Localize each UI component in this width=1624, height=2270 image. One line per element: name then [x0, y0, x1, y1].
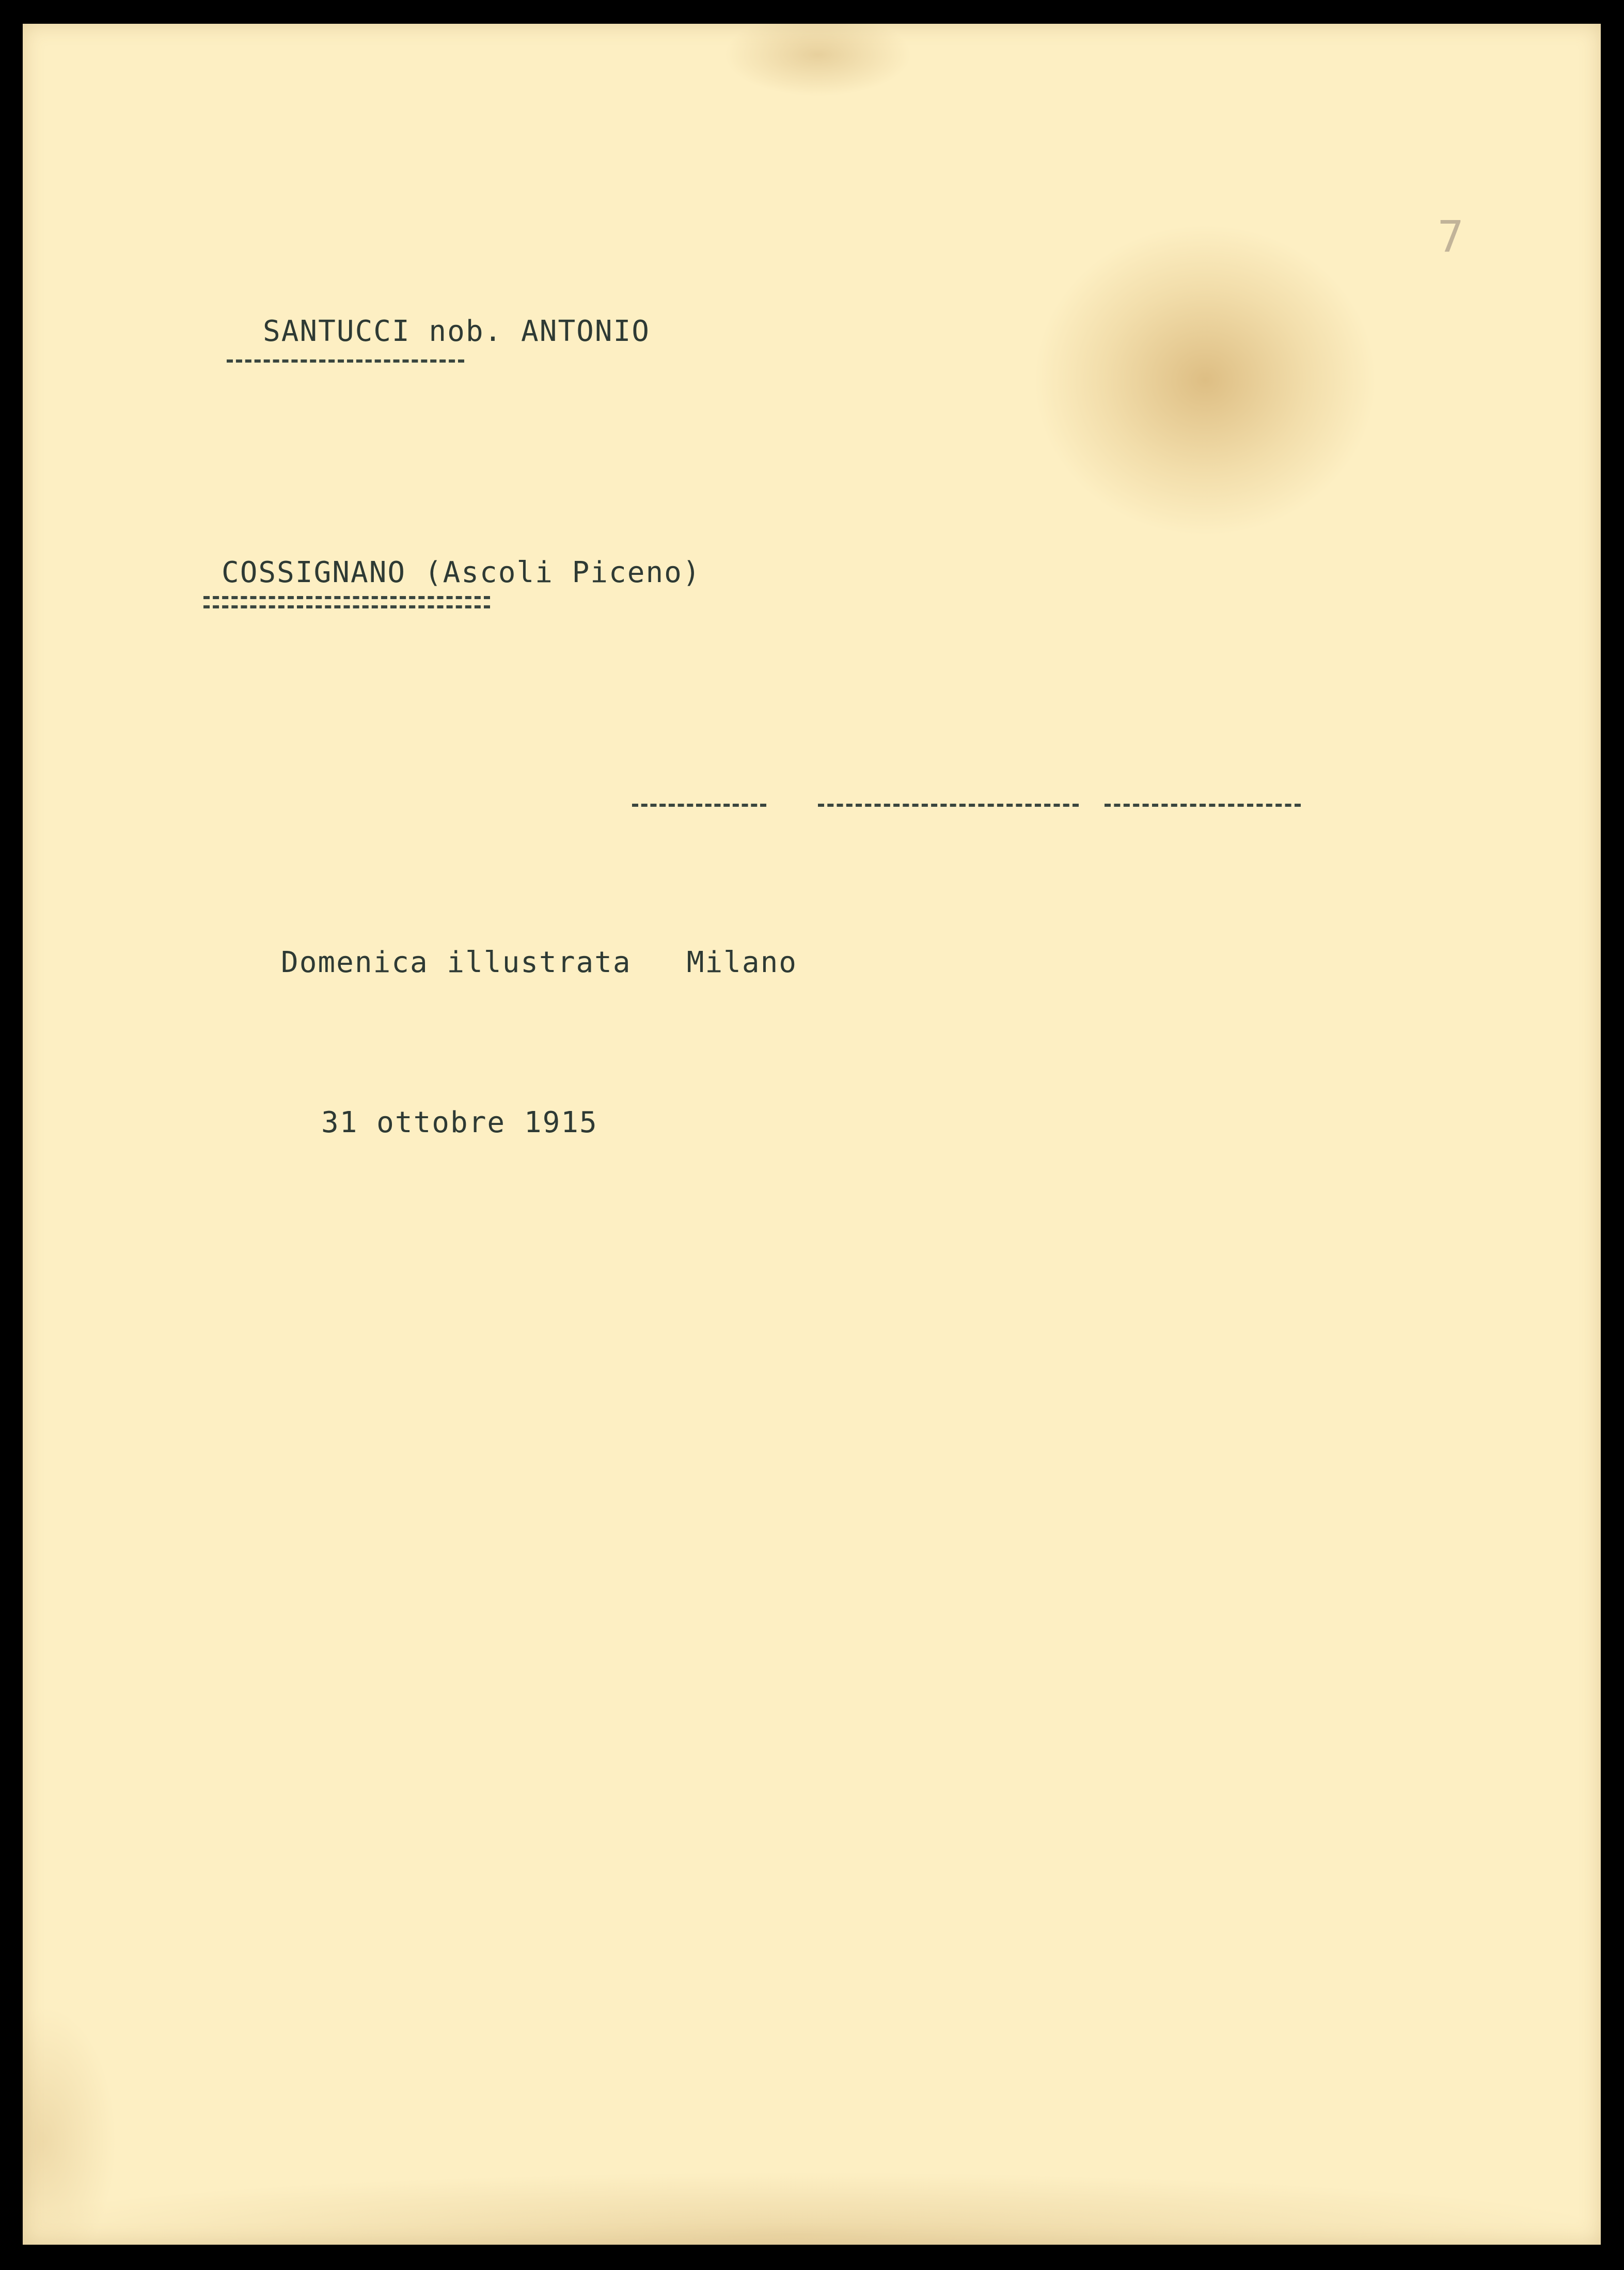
separator-dashes-1	[632, 804, 766, 807]
corner-number: 7	[1438, 211, 1464, 262]
separator-dashes-2	[818, 804, 1079, 807]
place-line: COSSIGNANO (Ascoli Piceno)	[222, 556, 701, 589]
name-underline	[227, 359, 464, 363]
paper-sheet	[23, 24, 1601, 2245]
place-double-underline	[203, 596, 490, 608]
name-line: SANTUCCI nob. ANTONIO	[263, 315, 651, 348]
separator-dashes-3	[1105, 804, 1301, 807]
publication-line: Domenica illustrata Milano	[281, 946, 798, 979]
date-line: 31 ottobre 1915	[321, 1106, 598, 1139]
